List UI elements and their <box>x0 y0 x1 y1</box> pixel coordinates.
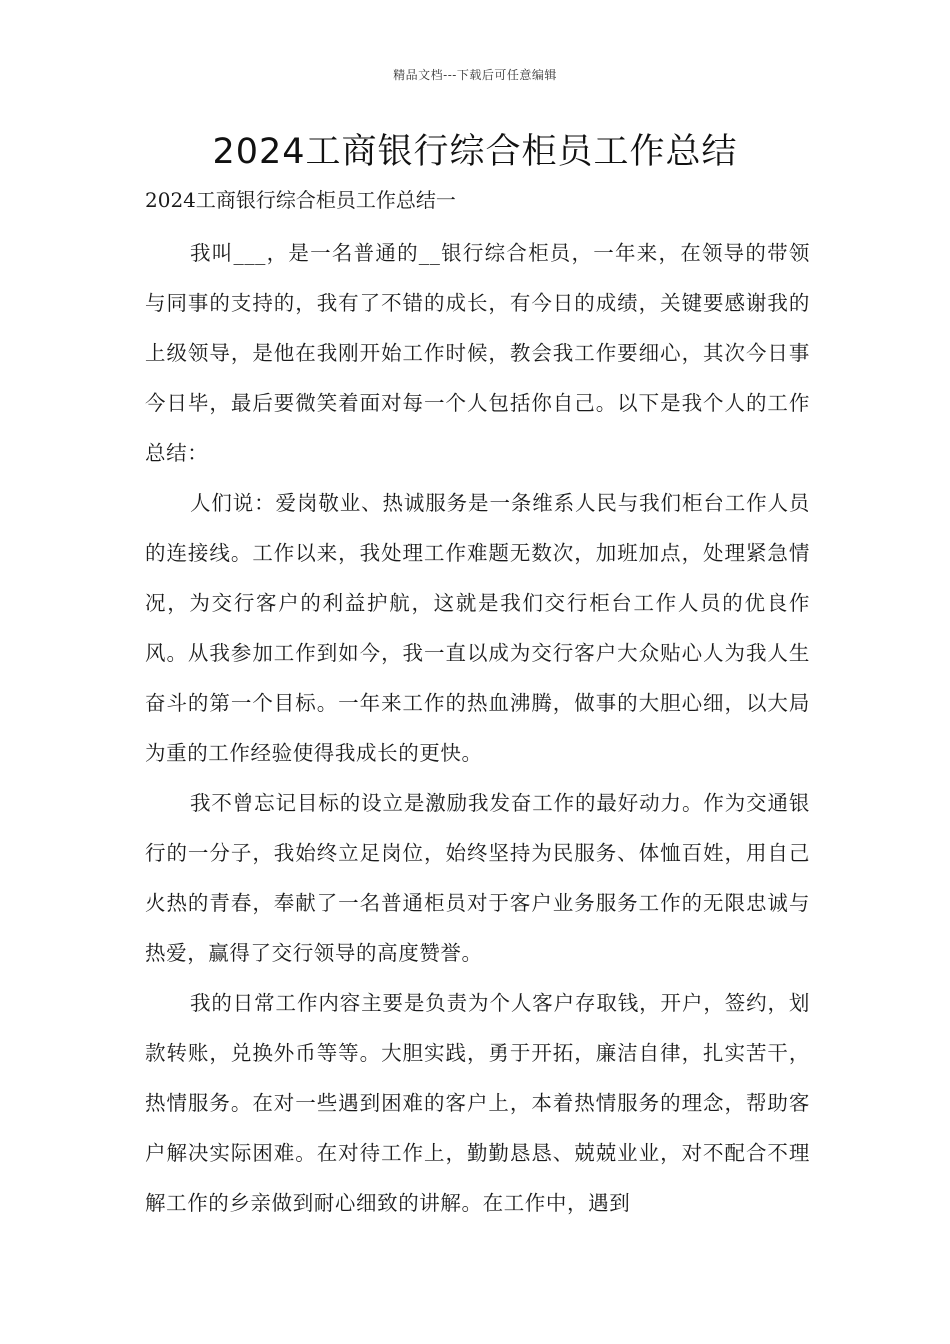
paragraph-3: 我不曾忘记目标的设立是激励我发奋工作的最好动力。作为交通银行的一分子，我始终立足岗位，始终坚持为民服务、体恤百姓，用自己火热的青春，奉献了一名普通柜员对于客户业务服务工作的无限忠诚与热爱，赢得了交行领导的高度赞誉。 <box>145 791 810 965</box>
paragraph-4: 我的日常工作内容主要是负责为个人客户存取钱，开户，签约，划款转账，兑换外币等等。大胆实践，勇于开拓，廉洁自律，扎实苦干，热情服务。在对一些遇到困难的客户上，本着热情服务的理念，帮助客户解决实际困难。在对待工作上，勤勤恳恳、兢兢业业，对不配合不理解工作的乡亲做到耐心细致的讲解。在工作中，遇到 <box>145 991 810 1215</box>
document-title: 2024工商银行综合柜员工作总结 <box>212 132 738 172</box>
document-body <box>145 228 810 1228</box>
paragraph-1: 我叫___，是一名普通的__银行综合柜员，一年来，在领导的带领与同事的支持的，我有了不错的成长，有今日的成绩，关键要感谢我的上级领导，是他在我刚开始工作时候，教会我工作要细心，其次今日事今日毕，最后要微笑着面对每一个人包括你自己。以下是我个人的工作总结： <box>145 241 810 465</box>
paragraph-2: 人们说：爱岗敬业、热诚服务是一条维系人民与我们柜台工作人员的连接线。工作以来，我处理工作难题无数次，加班加点，处理紧急情况，为交行客户的利益护航，这就是我们交行柜台工作人员的优良作风。从我参加工作到如今，我一直以成为交行客户大众贴心人为我人生奋斗的第一个目标。一年来工作的热血沸腾，做事的大胆心细，以大局为重的工作经验使得我成长的更快。 <box>145 491 810 765</box>
header-note: 精品文档---下载后可任意编辑 <box>393 68 557 82</box>
document-subtitle: 2024工商银行综合柜员工作总结一 <box>145 188 456 212</box>
